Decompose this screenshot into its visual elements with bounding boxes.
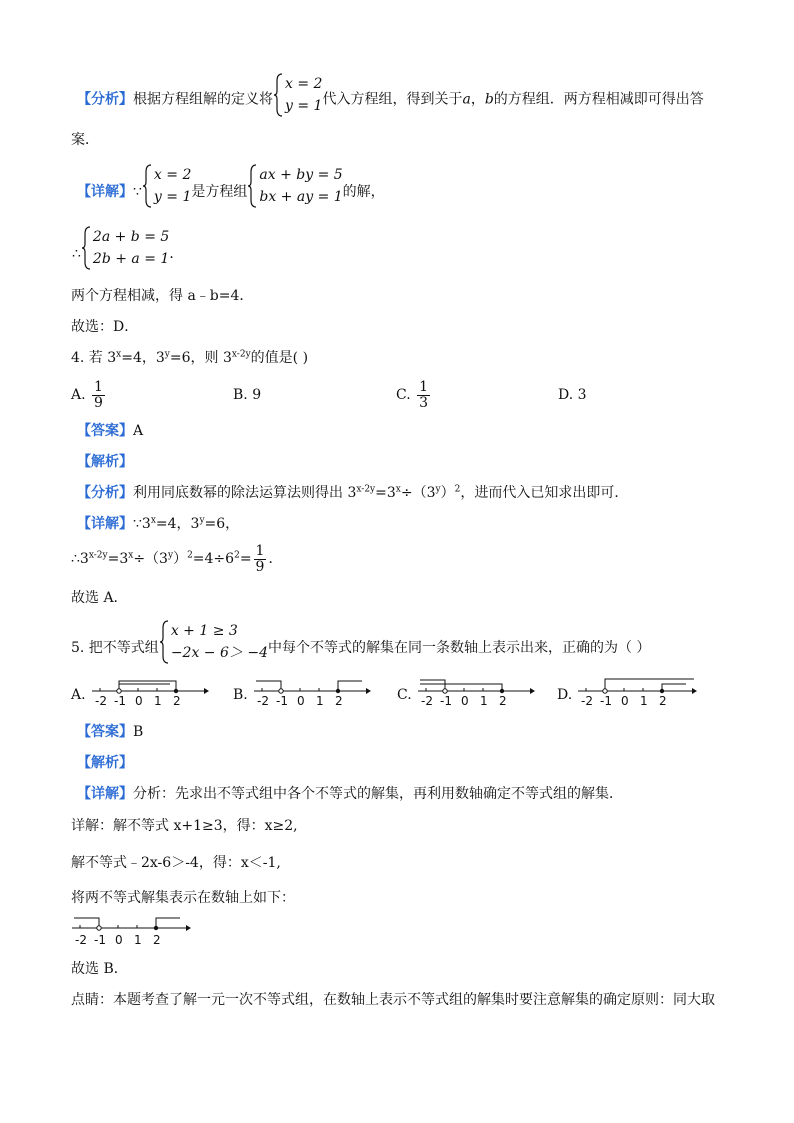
- tick-label: 0: [297, 694, 305, 708]
- equation-system: [247, 164, 342, 220]
- exponent: y: [435, 484, 441, 495]
- answer-value: B: [133, 724, 144, 740]
- detail-line-4: [77, 515, 239, 533]
- left-brace-icon: [247, 164, 257, 208]
- tick-label: -2: [257, 694, 269, 708]
- detail-text: ∵3: [133, 516, 151, 532]
- tick-label: 0: [621, 694, 629, 708]
- analysis-text: ÷（3: [400, 485, 436, 501]
- tick-label: 1: [316, 694, 324, 708]
- jiexi-tag: 【解析】: [77, 755, 133, 771]
- option-label: A.: [71, 387, 86, 403]
- exponent: 2: [187, 550, 193, 561]
- tick-label: -2: [75, 933, 87, 947]
- analysis-line-4: [77, 484, 628, 502]
- denominator: 3: [419, 394, 429, 411]
- detail-text: 是方程组: [191, 184, 248, 200]
- comment-line: 点睛：本题考查了解一元一次不等式组，在数轴上表示不等式组的解集时要注意解集的确定原则：同大取: [71, 992, 715, 1008]
- fraction: [417, 380, 430, 411]
- option-a[interactable]: [71, 378, 107, 412]
- option-a-number-line[interactable]: [90, 675, 210, 715]
- tick-label: 1: [640, 694, 648, 708]
- tick-label: 2: [153, 933, 161, 947]
- choose-line-4: 故选 A．: [71, 590, 128, 606]
- exponent: y: [164, 349, 170, 360]
- question-5-stem: [71, 620, 650, 666]
- option-b-number-line[interactable]: [252, 675, 372, 715]
- system-row: 2a + b = 5: [92, 229, 170, 245]
- tick-label: -1: [114, 694, 126, 708]
- denominator: 9: [94, 394, 103, 411]
- analysis-continuation: 案．: [71, 132, 99, 148]
- tick-label: -1: [440, 694, 452, 708]
- analysis-text: =3: [375, 485, 396, 501]
- result-system: [81, 226, 169, 282]
- system-row: 2b + a = 1: [92, 251, 170, 267]
- tick-label: 2: [173, 694, 181, 708]
- tick-label: -1: [94, 933, 106, 947]
- answer-tag: 【答案】: [77, 724, 133, 740]
- analysis-tag: 【分析】: [77, 485, 133, 501]
- exponent: y: [199, 515, 205, 526]
- jiexi-line-5: [77, 754, 133, 772]
- jiexi-tag: 【解析】: [77, 454, 133, 470]
- stem-text: =4，3: [121, 350, 165, 366]
- detail-tag: 【详解】: [77, 184, 133, 200]
- tick-label: -1: [276, 694, 288, 708]
- tick-label: 0: [461, 694, 469, 708]
- punct: ．: [169, 246, 184, 262]
- detail-text: =6，: [204, 516, 240, 532]
- analysis-tag: 【分析】: [77, 91, 133, 108]
- jiexi-line-4: [77, 453, 133, 471]
- tick-label: 2: [659, 694, 667, 708]
- calc-line-4: [71, 540, 282, 578]
- analysis-text: 利用同底数幂的除法运算法则得出 3: [133, 485, 357, 501]
- subtract-line: 两个方程相减，得 a﹣b=4．: [71, 288, 254, 304]
- exponent: x: [128, 550, 134, 561]
- exponent: x: [395, 484, 401, 495]
- system-row: bx + ay = 1: [259, 189, 343, 205]
- denominator: 9: [255, 558, 265, 575]
- solution-number-line: [70, 912, 194, 934]
- option-c-label[interactable]: C.: [397, 687, 412, 703]
- stem-text: 5. 把不等式组: [71, 640, 159, 656]
- solution-line-2: 解不等式﹣2x-6＞-4，得：x＜-1,: [71, 855, 281, 871]
- calc-text: ．: [268, 551, 283, 567]
- calc-text: ÷（3: [133, 551, 168, 567]
- brace-system: [273, 73, 322, 126]
- analysis-text: 代入方程组，得到关于: [322, 91, 463, 108]
- exponent: y: [167, 550, 174, 561]
- calc-text: ）: [173, 551, 188, 567]
- tick-label: 2: [335, 694, 343, 708]
- stem-text: 的值是( ): [250, 350, 309, 366]
- analysis-text: 的方程组．两方程相减即可得出答: [493, 91, 704, 108]
- analysis-text: ）: [440, 485, 455, 501]
- calc-text: ∴3: [71, 551, 89, 567]
- exponent: x-2y: [88, 550, 108, 561]
- system-row: y = 1: [285, 98, 323, 114]
- numerator: 1: [255, 542, 265, 559]
- solution-system: [142, 164, 191, 220]
- option-c-number-line[interactable]: [416, 675, 536, 715]
- detail-text: 分析：先求出不等式组中各个不等式的解集，再利用数轴确定不等式组的解集．: [133, 786, 623, 802]
- punct: ，: [470, 91, 485, 108]
- tick-label: -2: [421, 694, 433, 708]
- choose-line-5: 故选 B．: [71, 961, 128, 977]
- answer-line-5: [77, 723, 143, 741]
- solution-line-1: 详解：解不等式 x+1≥3，得：x≥2,: [71, 818, 298, 834]
- tick-label: -1: [600, 694, 612, 708]
- analysis-text: 根据方程组解的定义将: [133, 91, 273, 108]
- calc-text: =4÷6: [192, 551, 235, 567]
- tick-label: -2: [581, 694, 593, 708]
- detail-tag: 【详解】: [77, 516, 133, 532]
- detail-text: 的解，: [342, 184, 385, 200]
- exponent: x: [116, 349, 122, 360]
- calc-text: =3: [107, 551, 129, 567]
- system-row: x = 2: [285, 76, 323, 92]
- tick-label: 1: [134, 933, 142, 947]
- detail-line-1: [77, 164, 385, 210]
- detail-line-5: [77, 785, 623, 803]
- exponent: 2: [234, 550, 240, 561]
- tick-label: 0: [115, 933, 123, 947]
- answer-value: A: [133, 423, 144, 439]
- because-symbol: ∵: [133, 184, 142, 200]
- option-b[interactable]: B. 9: [233, 387, 262, 403]
- calc-text: =: [239, 551, 252, 567]
- left-brace-icon: [273, 73, 283, 117]
- therefore-symbol: ∴: [72, 246, 81, 262]
- tick-label: 1: [154, 694, 162, 708]
- analysis-line-1: [77, 73, 704, 113]
- variable: a: [462, 91, 471, 108]
- fraction: [92, 380, 105, 411]
- stem-text: 4. 若 3: [71, 350, 117, 366]
- stem-text: 中每个不等式的解集在同一条数轴上表示出来，正确的为（ ）: [267, 640, 651, 656]
- system-row: ax + by = 5: [259, 167, 343, 183]
- option-d-number-line[interactable]: [576, 675, 700, 715]
- system-row: x + 1 ≥ 3: [170, 623, 238, 639]
- exponent: 2: [454, 484, 461, 495]
- stem-text: =6，则 3: [169, 350, 232, 366]
- exponent: x: [150, 515, 156, 526]
- analysis-text: ，进而代入已知求出即可．: [460, 485, 629, 501]
- left-brace-icon: [81, 226, 91, 270]
- option-a-label[interactable]: A.: [71, 687, 86, 703]
- detail-tag: 【详解】: [77, 786, 133, 802]
- exponent: x-2y: [231, 349, 251, 360]
- exponent: x-2y: [356, 484, 376, 495]
- answer-tag: 【答案】: [77, 423, 133, 439]
- variable: b: [484, 91, 494, 108]
- choose-line: 故选：D．: [71, 319, 139, 335]
- option-d-label[interactable]: D.: [557, 687, 573, 703]
- question-4-stem: [71, 349, 308, 367]
- system-row: x = 2: [153, 167, 192, 183]
- option-b-label[interactable]: B.: [233, 687, 248, 703]
- left-brace-icon: [159, 620, 169, 664]
- detail-text: =4，3: [155, 516, 200, 532]
- tick-label: 0: [135, 694, 143, 708]
- system-row: y = 1: [153, 189, 192, 205]
- numerator: 1: [419, 378, 429, 395]
- answer-line-4: [77, 422, 143, 440]
- left-brace-icon: [142, 164, 152, 208]
- option-label: C.: [396, 387, 411, 403]
- option-c[interactable]: [396, 378, 432, 412]
- therefore-line: [72, 226, 183, 272]
- tick-label: 1: [480, 694, 488, 708]
- option-d[interactable]: D. 3: [558, 387, 587, 403]
- solution-line-3: 将两不等式解集表示在数轴上如下：: [71, 890, 295, 906]
- numerator: 1: [94, 378, 103, 395]
- tick-label: -2: [95, 694, 107, 708]
- fraction: [254, 544, 267, 575]
- tick-label: 2: [499, 694, 507, 708]
- system-row: −2x − 6＞ −4: [170, 645, 268, 661]
- inequality-system: [159, 620, 268, 676]
